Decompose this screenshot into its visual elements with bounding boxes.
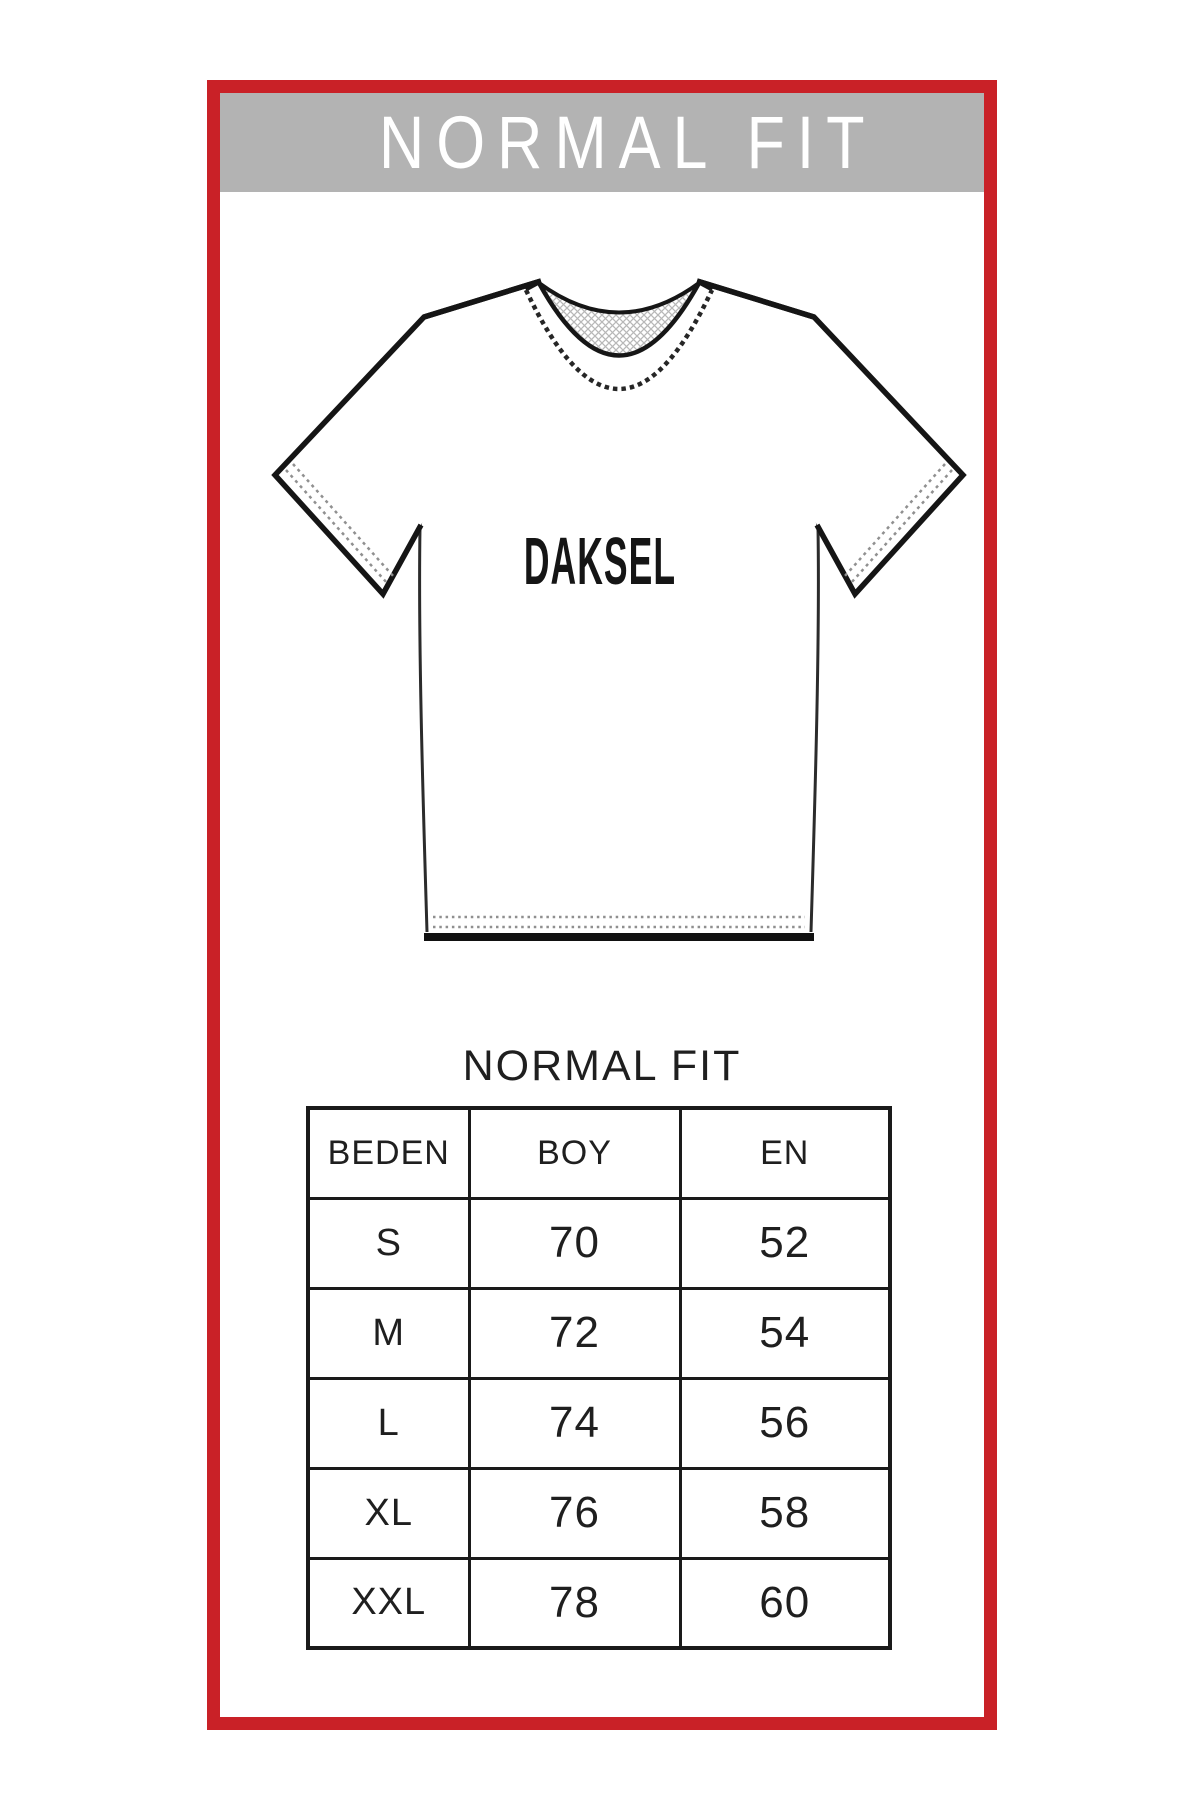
size-cell: S	[308, 1198, 469, 1288]
boy-cell: 74	[469, 1378, 680, 1468]
boy-cell: 78	[469, 1558, 680, 1648]
table-row-l	[308, 1378, 890, 1468]
column-header-beden: BEDEN	[308, 1108, 469, 1198]
brand-text: DAKSEL	[523, 524, 677, 599]
size-cell: L	[308, 1378, 469, 1468]
en-cell: 54	[680, 1288, 890, 1378]
table-header-row	[308, 1108, 890, 1198]
sleeve-left-outline	[275, 281, 541, 594]
size-table	[306, 1106, 892, 1650]
en-cell: 52	[680, 1198, 890, 1288]
size-cell: XXL	[308, 1558, 469, 1648]
size-cell: M	[308, 1288, 469, 1378]
boy-cell: 72	[469, 1288, 680, 1378]
size-cell: XL	[308, 1468, 469, 1558]
en-cell: 56	[680, 1378, 890, 1468]
table-row-xxl	[308, 1558, 890, 1648]
sleeve-right-outline	[697, 281, 963, 594]
column-header-boy: BOY	[469, 1108, 680, 1198]
boy-cell: 76	[469, 1468, 680, 1558]
table-row-m	[308, 1288, 890, 1378]
red-frame	[207, 80, 997, 1730]
table-row-xl	[308, 1468, 890, 1558]
tshirt-drawing	[207, 240, 1007, 960]
boy-cell: 70	[469, 1198, 680, 1288]
column-header-en: EN	[680, 1108, 890, 1198]
table-row-s	[308, 1198, 890, 1288]
fit-header-title: NORMAL FIT	[379, 100, 877, 184]
en-cell: 60	[680, 1558, 890, 1648]
size-chart-title: NORMAL FIT	[462, 1042, 742, 1090]
fit-header-bar	[220, 93, 984, 192]
en-cell: 58	[680, 1468, 890, 1558]
